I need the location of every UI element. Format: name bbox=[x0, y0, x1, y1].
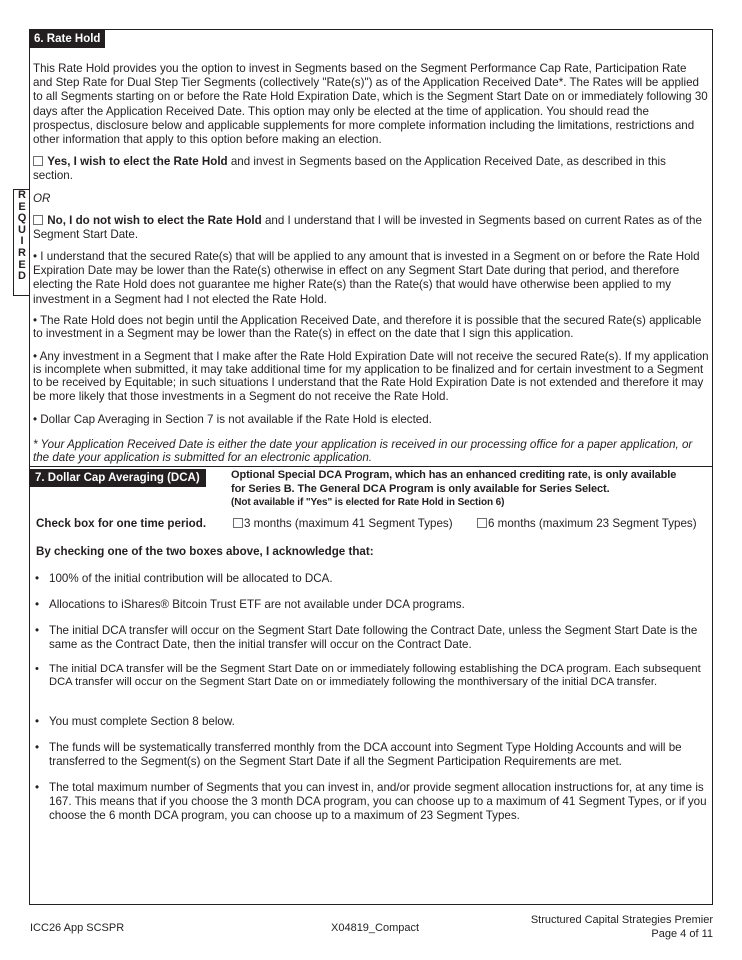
or-label: OR bbox=[33, 192, 51, 205]
dca-bullet-text: The initial DCA transfer will be the Segment Start Date on or immediately following establishing the DCA program. Each subsequent DCA transfer will occur on the Segment Start Date on or immediately following the monthiversary of the initial DCA transfer. bbox=[49, 663, 701, 688]
dca-6-months-checkbox[interactable] bbox=[477, 518, 487, 528]
required-letter: Q bbox=[17, 212, 27, 225]
required-letter: E bbox=[18, 200, 26, 213]
dca-bullet: • 100% of the initial contribution will be allocated to DCA. bbox=[35, 572, 333, 585]
footer-form-number: ICC26 App SCSPR bbox=[30, 922, 125, 934]
dca-bullet-text: The initial DCA transfer will occur on the Segment Start Date following the Contract Date, unless the Segment Start Date is the same as the Contract Date, then the initial transfer will occur on the Contract Date. bbox=[49, 624, 698, 651]
required-letter: D bbox=[18, 270, 26, 283]
dca-bullet-text: 100% of the initial contribution will be allocated to DCA. bbox=[49, 572, 333, 585]
dca-bullet: • You must complete Section 8 below. bbox=[35, 715, 235, 728]
footer-page-number: Page 4 of 11 bbox=[651, 928, 713, 940]
required-letter: R bbox=[18, 246, 26, 259]
footnote-text: * Your Application Received Date is either the date your application is received in our processing office for a paper application, or the date your application is submitted for an electronic application. bbox=[33, 438, 693, 464]
dca-note-line-1: Optional Special DCA Program, which has an enhanced crediting rate, is only available bbox=[231, 469, 677, 481]
required-letter: R bbox=[18, 189, 26, 201]
dca-availability-note bbox=[231, 469, 701, 510]
rate-hold-bullet-3: • Any investment in a Segment that I make after the Rate Hold Expiration Date will not receive the secured Rate(s). If my application is incomplete when submitted, it may take additional time for my application to be finalized and for certain investment to a Segment to be received by Equitable; in such situations I understand that the Rate Hold Expiration Date is not extended and therefore it may be more likely that those investments in a Segment do not receive the Rate Hold. bbox=[33, 350, 709, 403]
section6-header: 6. Rate Hold bbox=[29, 30, 105, 48]
section6-intro: This Rate Hold provides you the option to invest in Segments based on the Segment Performance Cap Rate, Participation Rate and Step Rate for Dual Step Tier Segments (collectively "Rate(s)") as of the Application Received Date*. The Rates will be applied to all Segments starting on or before the Rate Hold Expiration Date, which is the Segment Start Date on or immediately following 30 days after the Application Received Date. This option may only be elected at the time of application. You should read the prospectus, disclosure below and applicable supplements for more complete information including the limitations, restrictions and other information that apply to this option before making an election. bbox=[33, 62, 708, 147]
section-divider bbox=[29, 466, 713, 467]
dca-option-3-months[interactable] bbox=[233, 517, 453, 530]
footer-catalog-number: X04819_Compact bbox=[331, 922, 420, 934]
rate-hold-footnote bbox=[33, 438, 709, 464]
dca-option-6-months[interactable] bbox=[477, 517, 697, 530]
rate-hold-no-label: No, I do not wish to elect the Rate Hold bbox=[47, 214, 262, 227]
rate-hold-yes-label: Yes, I wish to elect the Rate Hold bbox=[47, 155, 228, 168]
required-letter: U bbox=[18, 223, 26, 236]
dca-3-months-label: 3 months (maximum 41 Segment Types) bbox=[244, 517, 453, 530]
required-letter: I bbox=[20, 235, 24, 248]
rate-hold-bullet-2: • The Rate Hold does not begin until the Application Received Date, and therefore it is possible that the secured Rate(s) applicable to investment in a Segment may be lower than the Rate(s) in effect on the date that I sign this application. bbox=[33, 314, 702, 341]
dca-bullet: • The initial DCA transfer will occur on the Segment Start Date following the Contract Date, unless the Segment Start Date is the same as the Contract Date, then the initial transfer will occur on the Contract Date. bbox=[35, 624, 698, 651]
dca-3-months-checkbox[interactable] bbox=[233, 518, 243, 528]
rate-hold-yes-text: and invest in Segments based on the Application Received Date, as described in this section. bbox=[33, 155, 666, 183]
dca-check-label: Check box for one time period. bbox=[36, 517, 207, 530]
rate-hold-no-checkbox[interactable] bbox=[33, 215, 43, 225]
rate-hold-no-text: and I understand that I will be invested in Segments based on current Rates as of the Segment Start Date. bbox=[33, 214, 702, 242]
dca-6-months-label: 6 months (maximum 23 Segment Types) bbox=[488, 517, 697, 530]
dca-note-line-3: (Not available if "Yes" is elected for Rate Hold in Section 6) bbox=[231, 497, 505, 508]
dca-bullet-text: The total maximum number of Segments that you can invest in, and/or provide segment allocation instructions for, at any time is 167. This means that if you choose the 3 month DCA program, you can choose up to a maximum of 41 Segment Types, or if you choose the 6 month DCA program, you can choose up to a maximum of 23 Segment Types. bbox=[49, 781, 707, 822]
dca-bullet: • The total maximum number of Segments that you can invest in, and/or provide segment allocation instructions for, at any time is 167. This means that if you choose the 3 month DCA program, you can choose up to a maximum of 41 Segment Types, or if you choose the 6 month DCA program, you can choose up to a maximum of 23 Segment Types. bbox=[35, 781, 707, 822]
rate-hold-yes-option bbox=[33, 155, 709, 183]
dca-bullet: • The initial DCA transfer will be the Segment Start Date on or immediately following establishing the DCA program. Each subsequent DCA transfer will occur on the Segment Start Date on or immediately following the monthiversary of the initial DCA transfer. bbox=[35, 663, 701, 688]
dca-bullet-text: The funds will be systematically transferred monthly from the DCA account into Segment Type Holding Accounts and will be transferred to the Segment(s) on the Segment Start Date if all the Segment Participation Requirements are met. bbox=[49, 741, 682, 768]
section7-header: 7. Dollar Cap Averaging (DCA) bbox=[29, 469, 206, 487]
rate-hold-bullet-4: • Dollar Cap Averaging in Section 7 is not available if the Rate Hold is elected. bbox=[33, 413, 432, 426]
dca-note-line-2: for Series B. The General DCA Program is only available for Series Select. bbox=[231, 482, 610, 495]
dca-bullet-text: You must complete Section 8 below. bbox=[49, 715, 235, 728]
required-letter: E bbox=[18, 258, 26, 271]
required-marker bbox=[13, 189, 30, 296]
dca-bullet-text: Allocations to iShares® Bitcoin Trust ETF are not available under DCA programs. bbox=[49, 598, 465, 611]
rate-hold-bullet-1: • I understand that the secured Rate(s) that will be applied to any amount that is invested in a Segment on or before the Rate Hold Expiration Date may be lower than the Rate(s) otherwise in effect on any Segment Start Date during that period, and therefore electing the Rate Hold does not guarantee me higher Rate(s) than the Rate(s) that would have otherwise been applied to my investment in a Segment had I not elected the Rate Hold. bbox=[33, 250, 700, 306]
footer-product-name: Structured Capital Strategies Premier bbox=[530, 914, 713, 926]
dca-bullet: • The funds will be systematically transferred monthly from the DCA account into Segment Type Holding Accounts and will be transferred to the Segment(s) on the Segment Start Date if all the Segment Participation Requirements are met. bbox=[35, 741, 682, 768]
rate-hold-no-option bbox=[33, 214, 709, 242]
rate-hold-yes-checkbox[interactable] bbox=[33, 156, 43, 166]
dca-bullet: • Allocations to iShares® Bitcoin Trust ETF are not available under DCA programs. bbox=[35, 598, 465, 611]
dca-acknowledge-heading: By checking one of the two boxes above, I acknowledge that: bbox=[36, 545, 374, 558]
